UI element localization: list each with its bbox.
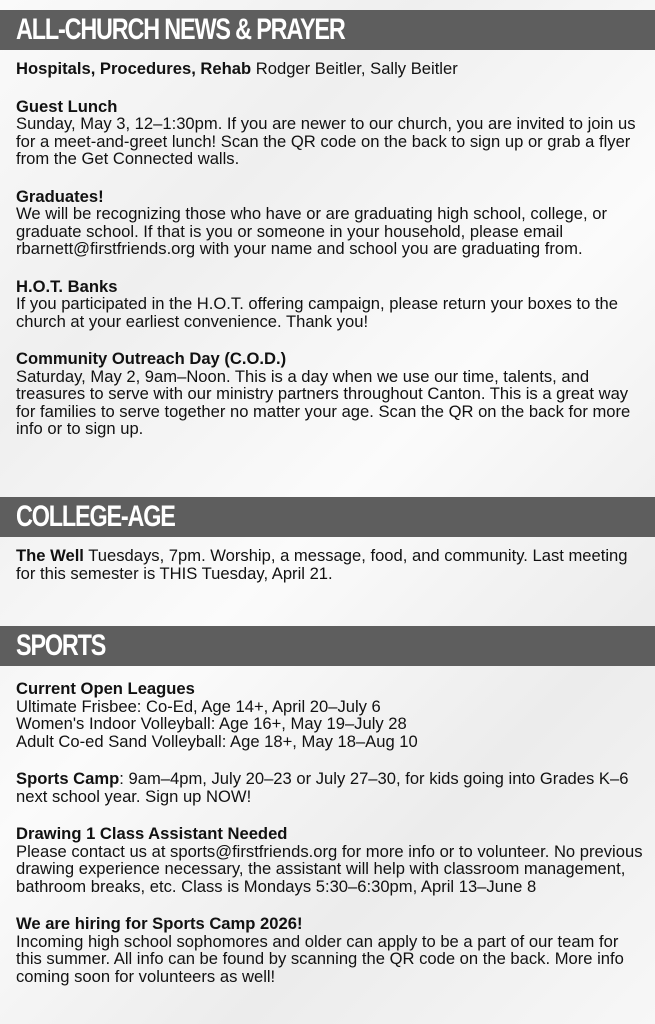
college-item-the-well	[16, 547, 645, 582]
item-title: Hospitals, Procedures, Rehab	[16, 59, 252, 78]
news-item-graduates	[16, 188, 645, 258]
sports-item-drawing-assistant	[16, 825, 645, 895]
item-text: Rodger Beitler, Sally Beitler	[251, 59, 458, 78]
sports-item-hiring	[16, 915, 645, 985]
news-item-guest-lunch	[16, 98, 645, 168]
item-text: Please contact us at sports@firstfriends.org for more info or to volunteer. No previous drawing experience necessary, the assistant will help with classroom management, bathroom breaks, etc. Class is Mondays 5:30–6:30pm, April 13–June 8	[16, 841, 643, 896]
item-text: If you participated in the H.O.T. offering campaign, please return your boxes to the church at your earliest convenience. Thank you!	[16, 294, 619, 331]
league-line: Women's Indoor Volleyball: Age 16+, May 19–July 28	[16, 714, 407, 733]
item-title: The Well	[16, 546, 84, 565]
item-text: Tuesdays, 7pm. Worship, a message, food, and community. Last meeting for this semester is THIS Tuesday, April 21.	[16, 546, 628, 583]
news-item-outreach-day	[16, 350, 645, 438]
item-text: Incoming high school sophomores and older can apply to be a part of our team for this summer. All info can be found by scanning the QR code on the back. More info coming soon for volunteers as well!	[16, 931, 624, 986]
item-title: Sports Camp	[16, 769, 120, 788]
news-item-hot-banks	[16, 278, 645, 331]
section-sports	[0, 626, 655, 1005]
item-title: Community Outreach Day (C.O.D.)	[16, 349, 287, 368]
section-college-age	[0, 497, 655, 602]
item-title: Guest Lunch	[16, 96, 118, 116]
section-heading: SPORTS	[0, 626, 655, 666]
item-title: Current Open Leagues	[16, 679, 195, 698]
section-heading: COLLEGE-AGE	[0, 497, 655, 537]
news-item-hospitals	[16, 60, 645, 78]
item-text: Sunday, May 3, 12–1:30pm. If you are newer to our church, you are invited to join us for a meet-and-greet lunch! Scan the QR code on the back to sign up or grab a flyer from the Get Connected walls.	[16, 114, 636, 168]
league-line: Ultimate Frisbee: Co-Ed, Age 14+, April 20–July 6	[16, 696, 381, 716]
section-all-church-news	[0, 10, 655, 458]
section-heading: ALL-CHURCH NEWS & PRAYER	[0, 10, 655, 50]
league-line: Adult Co-ed Sand Volleyball: Age 18+, May 18–Aug 10	[16, 731, 418, 751]
item-title: Graduates!	[16, 186, 104, 206]
item-text: We will be recognizing those who have or are graduating high school, college, or graduate school. If that is you or someone in your household, please email rbarnett@firstfriends.org with your name and school you are graduating from.	[16, 204, 607, 258]
item-title: Drawing 1 Class Assistant Needed	[16, 824, 288, 843]
item-title: H.O.T. Banks	[16, 276, 118, 296]
sports-item-sports-camp	[16, 770, 645, 805]
item-title: We are hiring for Sports Camp 2026!	[16, 914, 303, 933]
item-text: Saturday, May 2, 9am–Noon. This is a day when we use our time, talents, and treasures to serve with our ministry partners throughout Canton. This is a great way for families to serve together no matter your age. Scan the QR on the back for more info or to sign up.	[16, 366, 631, 438]
item-text: : 9am–4pm, July 20–23 or July 27–30, for kids going into Grades K–6 next school year. Sign up NOW!	[16, 769, 629, 806]
sports-item-open-leagues	[16, 680, 645, 750]
